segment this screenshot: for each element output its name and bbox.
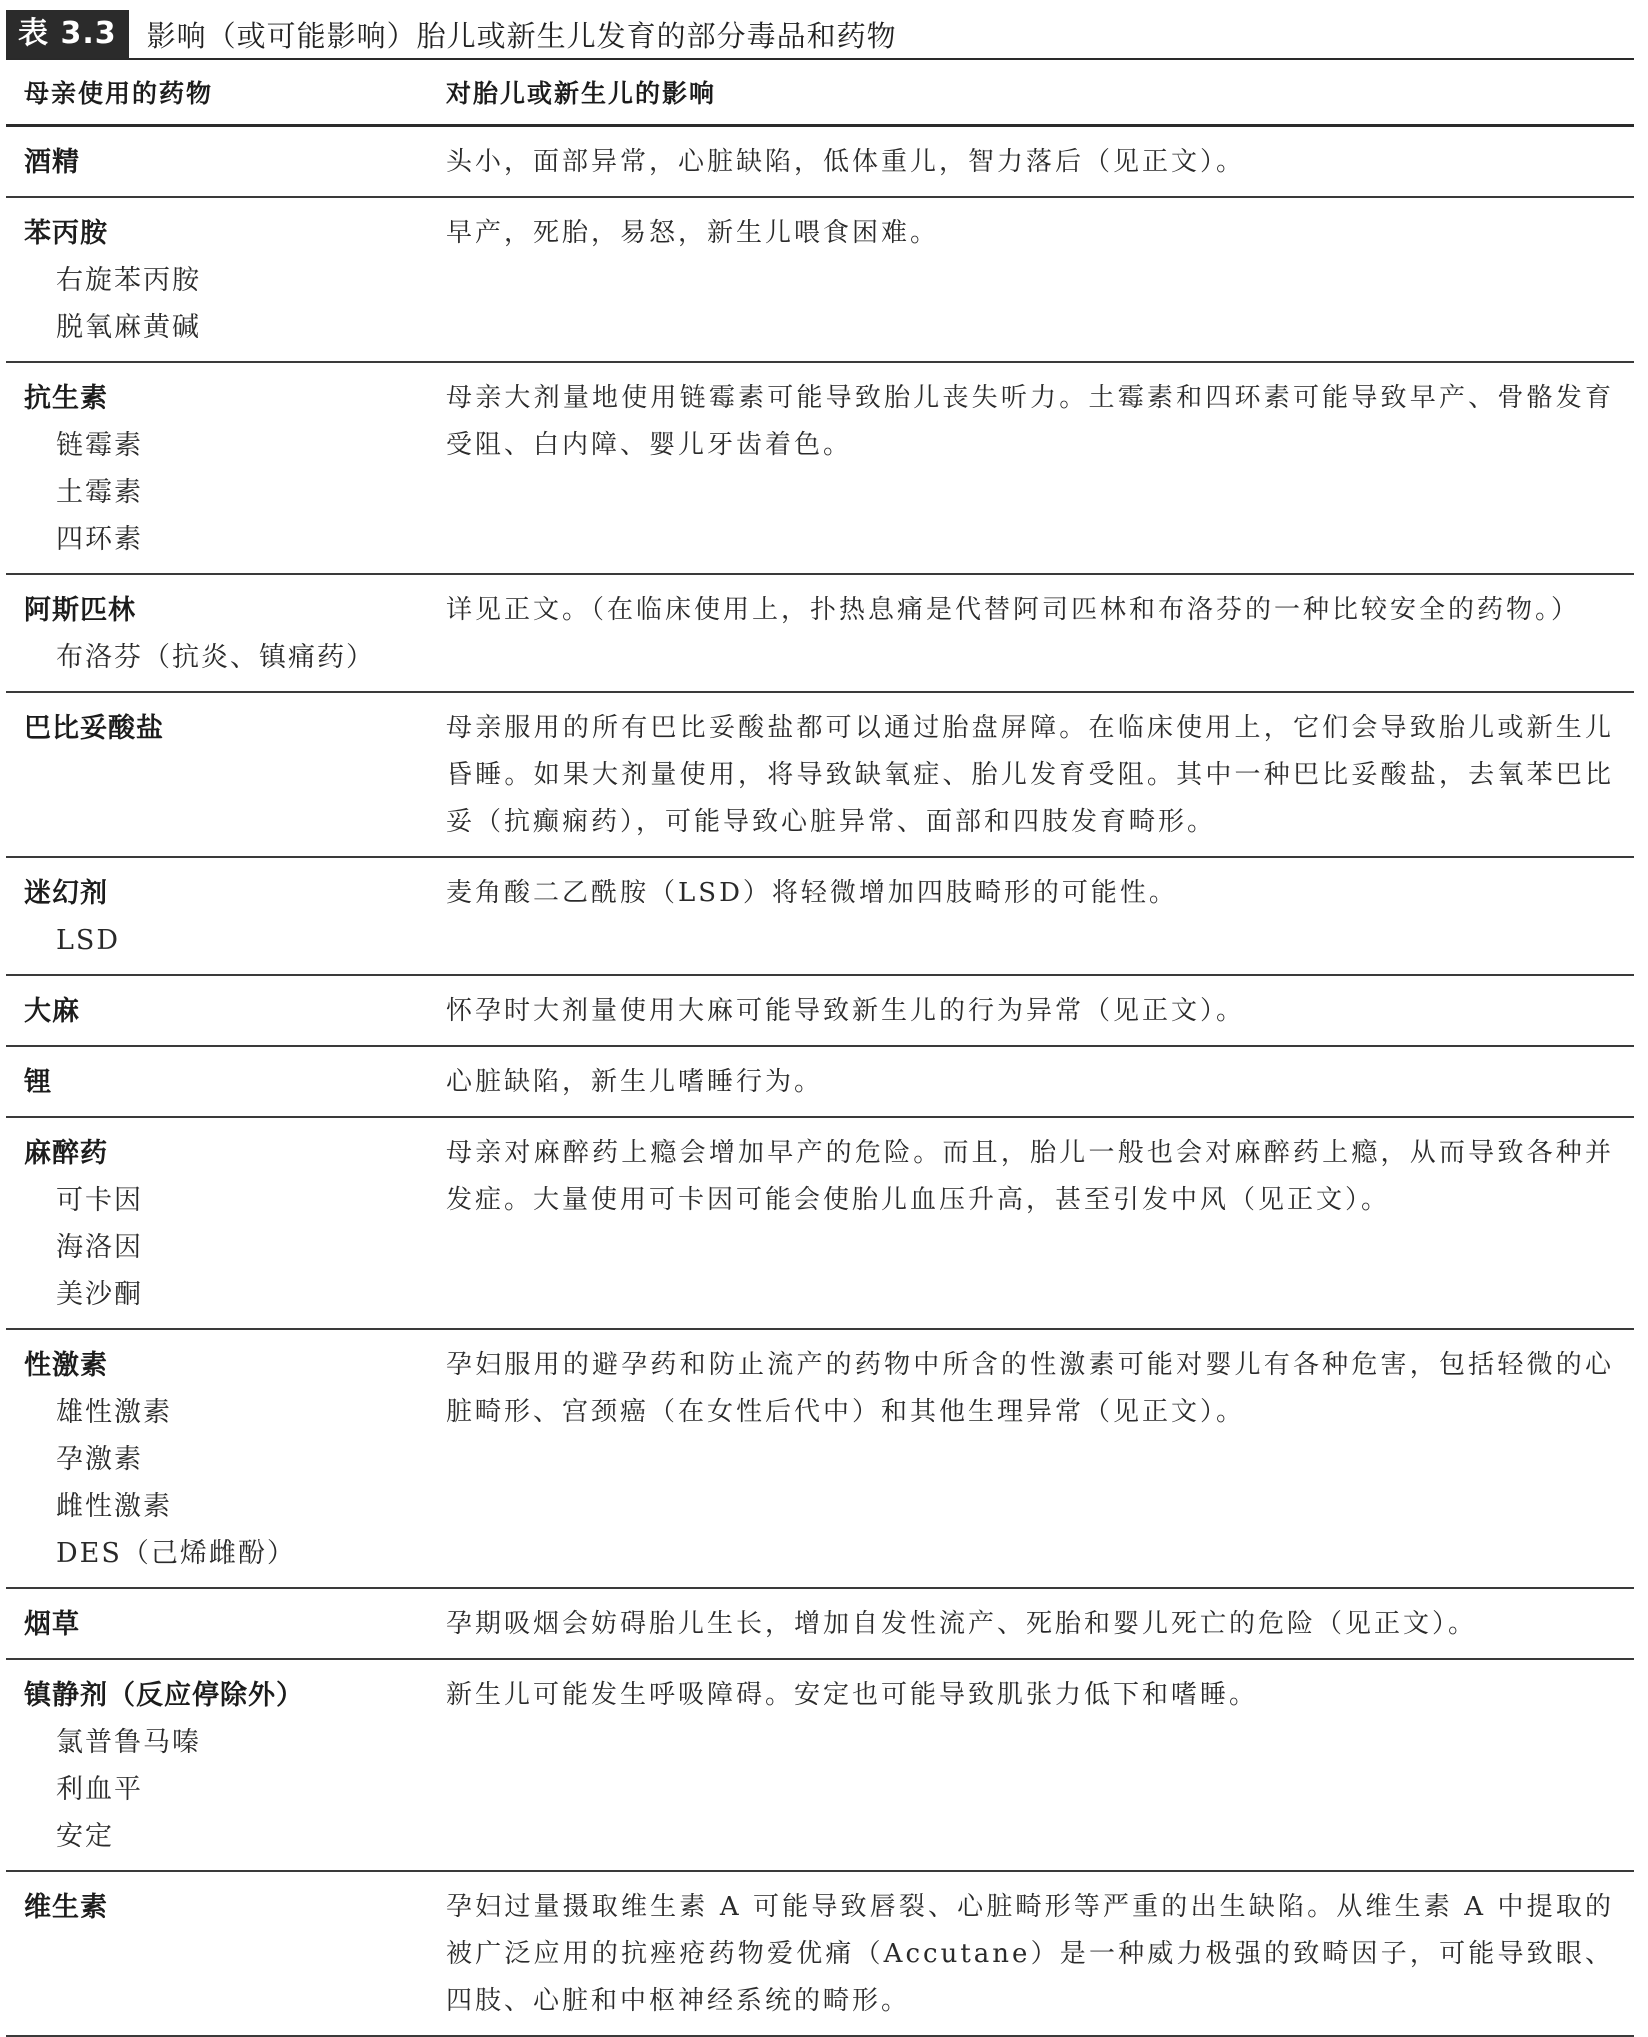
table-row xyxy=(6,363,1634,575)
drug-cell xyxy=(6,1047,446,1116)
effect-text: 母亲服用的所有巴比妥酸盐都可以通过胎盘屏障。在临床使用上，它们会导致胎儿或新生儿昏睡。如果大剂量使用，将导致缺氧症、胎儿发育受阻。其中一种巴比妥酸盐，去氧苯巴比妥（抗癫痫药），可能导致心脏异常、面部和四肢发育畸形。 xyxy=(446,713,1614,837)
drug-name: 性激素 xyxy=(24,1350,108,1381)
effect-cell xyxy=(446,575,1634,691)
header-drug-column: 母亲使用的药物 xyxy=(24,79,214,108)
effect-cell xyxy=(446,363,1634,573)
drug-cell xyxy=(6,363,446,573)
table-row xyxy=(6,1330,1634,1589)
drug-name: 阿斯匹林 xyxy=(24,595,136,626)
drug-cell xyxy=(6,976,446,1045)
drug-cell xyxy=(6,1589,446,1658)
effect-cell xyxy=(446,1118,1634,1328)
drug-subitem: 雌性激素 xyxy=(56,1491,172,1522)
drug-name: 苯丙胺 xyxy=(24,218,108,249)
table-title: 影响（或可能影响）胎儿或新生儿发育的部分毒品和药物 xyxy=(146,18,897,53)
effect-cell xyxy=(446,1330,1634,1587)
table-row xyxy=(6,693,1634,858)
drug-name: 烟草 xyxy=(24,1609,80,1640)
drug-subitem: 利血平 xyxy=(56,1774,143,1805)
drug-subitem: 布洛芬（抗炎、镇痛药） xyxy=(56,642,375,673)
drug-subitem: 雄性激素 xyxy=(56,1397,172,1428)
drug-cell xyxy=(6,575,446,691)
drug-name: 麻醉药 xyxy=(24,1138,108,1169)
drug-name: 酒精 xyxy=(24,147,80,178)
drug-cell xyxy=(6,1118,446,1328)
drug-cell xyxy=(6,693,446,856)
drug-subitem: 四环素 xyxy=(56,524,143,555)
effect-text: 孕妇服用的避孕药和防止流产的药物中所含的性激素可能对婴儿有各种危害，包括轻微的心脏畸形、宫颈癌（在女性后代中）和其他生理异常（见正文）。 xyxy=(446,1350,1614,1427)
drug-subitem: DES（己烯雌酚） xyxy=(56,1538,296,1569)
effect-text: 怀孕时大剂量使用大麻可能导致新生儿的行为异常（见正文）。 xyxy=(446,996,1246,1026)
effect-cell xyxy=(446,1872,1634,2035)
table-row xyxy=(6,1047,1634,1118)
drug-name: 锂 xyxy=(24,1067,52,1098)
table-row xyxy=(6,1872,1634,2037)
drug-name: 大麻 xyxy=(24,996,80,1027)
table-header-row xyxy=(6,60,1634,127)
effect-cell xyxy=(446,1660,1634,1870)
drug-name: 镇静剂（反应停除外） xyxy=(24,1680,304,1711)
effect-cell xyxy=(446,693,1634,856)
table-row xyxy=(6,575,1634,693)
drug-subitem: 右旋苯丙胺 xyxy=(56,265,201,296)
effect-cell xyxy=(446,1047,1634,1116)
table-row xyxy=(6,976,1634,1047)
effect-text: 麦角酸二乙酰胺（LSD）将轻微增加四肢畸形的可能性。 xyxy=(446,878,1178,908)
table-body xyxy=(6,127,1634,2037)
effect-cell xyxy=(446,127,1634,196)
drug-cell xyxy=(6,1660,446,1870)
table-row xyxy=(6,1589,1634,1660)
effect-text: 新生儿可能发生呼吸障碍。安定也可能导致肌张力低下和嗜睡。 xyxy=(446,1680,1259,1710)
effect-text: 母亲大剂量地使用链霉素可能导致胎儿丧失听力。土霉素和四环素可能导致早产、骨骼发育受阻、白内障、婴儿牙齿着色。 xyxy=(446,383,1614,460)
drug-cell xyxy=(6,858,446,974)
drug-subitem: 土霉素 xyxy=(56,477,143,508)
drug-subitem: 安定 xyxy=(56,1821,114,1852)
effect-text: 早产，死胎，易怒，新生儿喂食困难。 xyxy=(446,218,940,248)
drug-subitem: 海洛因 xyxy=(56,1232,143,1263)
table-number-label: 表 3.3 xyxy=(6,10,129,58)
drug-name: 巴比妥酸盐 xyxy=(24,713,164,744)
effect-text: 母亲对麻醉药上瘾会增加早产的危险。而且，胎儿一般也会对麻醉药上瘾，从而导致各种并发症。大量使用可卡因可能会使胎儿血压升高，甚至引发中风（见正文）。 xyxy=(446,1138,1614,1215)
table-row xyxy=(6,198,1634,363)
table-caption xyxy=(6,10,1634,60)
drug-subitem: 孕激素 xyxy=(56,1444,143,1475)
drug-name: 抗生素 xyxy=(24,383,108,414)
drug-subitem: 链霉素 xyxy=(56,430,143,461)
effect-cell xyxy=(446,1589,1634,1658)
table-row xyxy=(6,1660,1634,1872)
drug-subitem: 可卡因 xyxy=(56,1185,143,1216)
effect-text: 心脏缺陷，新生儿嗜睡行为。 xyxy=(446,1067,824,1097)
effect-cell xyxy=(446,976,1634,1045)
drug-cell xyxy=(6,198,446,361)
drug-cell xyxy=(6,1872,446,2035)
header-effect-column: 对胎儿或新生儿的影响 xyxy=(446,79,717,108)
effect-text: 孕妇过量摄取维生素 A 可能导致唇裂、心脏畸形等严重的出生缺陷。从维生素 A 中提取的被广泛应用的抗痤疮药物爱优痛（Accutane）是一种威力极强的致畸因子，可能导致眼、四肢、心脏和中枢神经系统的畸形。 xyxy=(446,1892,1614,2016)
table-row xyxy=(6,1118,1634,1330)
drug-subitem: 脱氧麻黄碱 xyxy=(56,312,201,343)
effect-text: 孕期吸烟会妨碍胎儿生长，增加自发性流产、死胎和婴儿死亡的危险（见正文）。 xyxy=(446,1609,1478,1639)
drug-cell xyxy=(6,1330,446,1587)
drug-subitem: LSD xyxy=(56,925,121,956)
drug-cell xyxy=(6,127,446,196)
drug-name: 迷幻剂 xyxy=(24,878,108,909)
table-row xyxy=(6,858,1634,976)
document-page xyxy=(6,10,1634,2037)
drug-subitem: 美沙酮 xyxy=(56,1279,143,1310)
table-row xyxy=(6,127,1634,198)
effect-cell xyxy=(446,858,1634,974)
drug-name: 维生素 xyxy=(24,1892,108,1923)
effect-text: 头小，面部异常，心脏缺陷，低体重儿，智力落后（见正文）。 xyxy=(446,147,1246,177)
effect-cell xyxy=(446,198,1634,361)
drug-subitem: 氯普鲁马嗪 xyxy=(56,1727,201,1758)
effect-text: 详见正文。（在临床使用上，扑热息痛是代替阿司匹林和布洛芬的一种比较安全的药物。） xyxy=(446,595,1581,625)
